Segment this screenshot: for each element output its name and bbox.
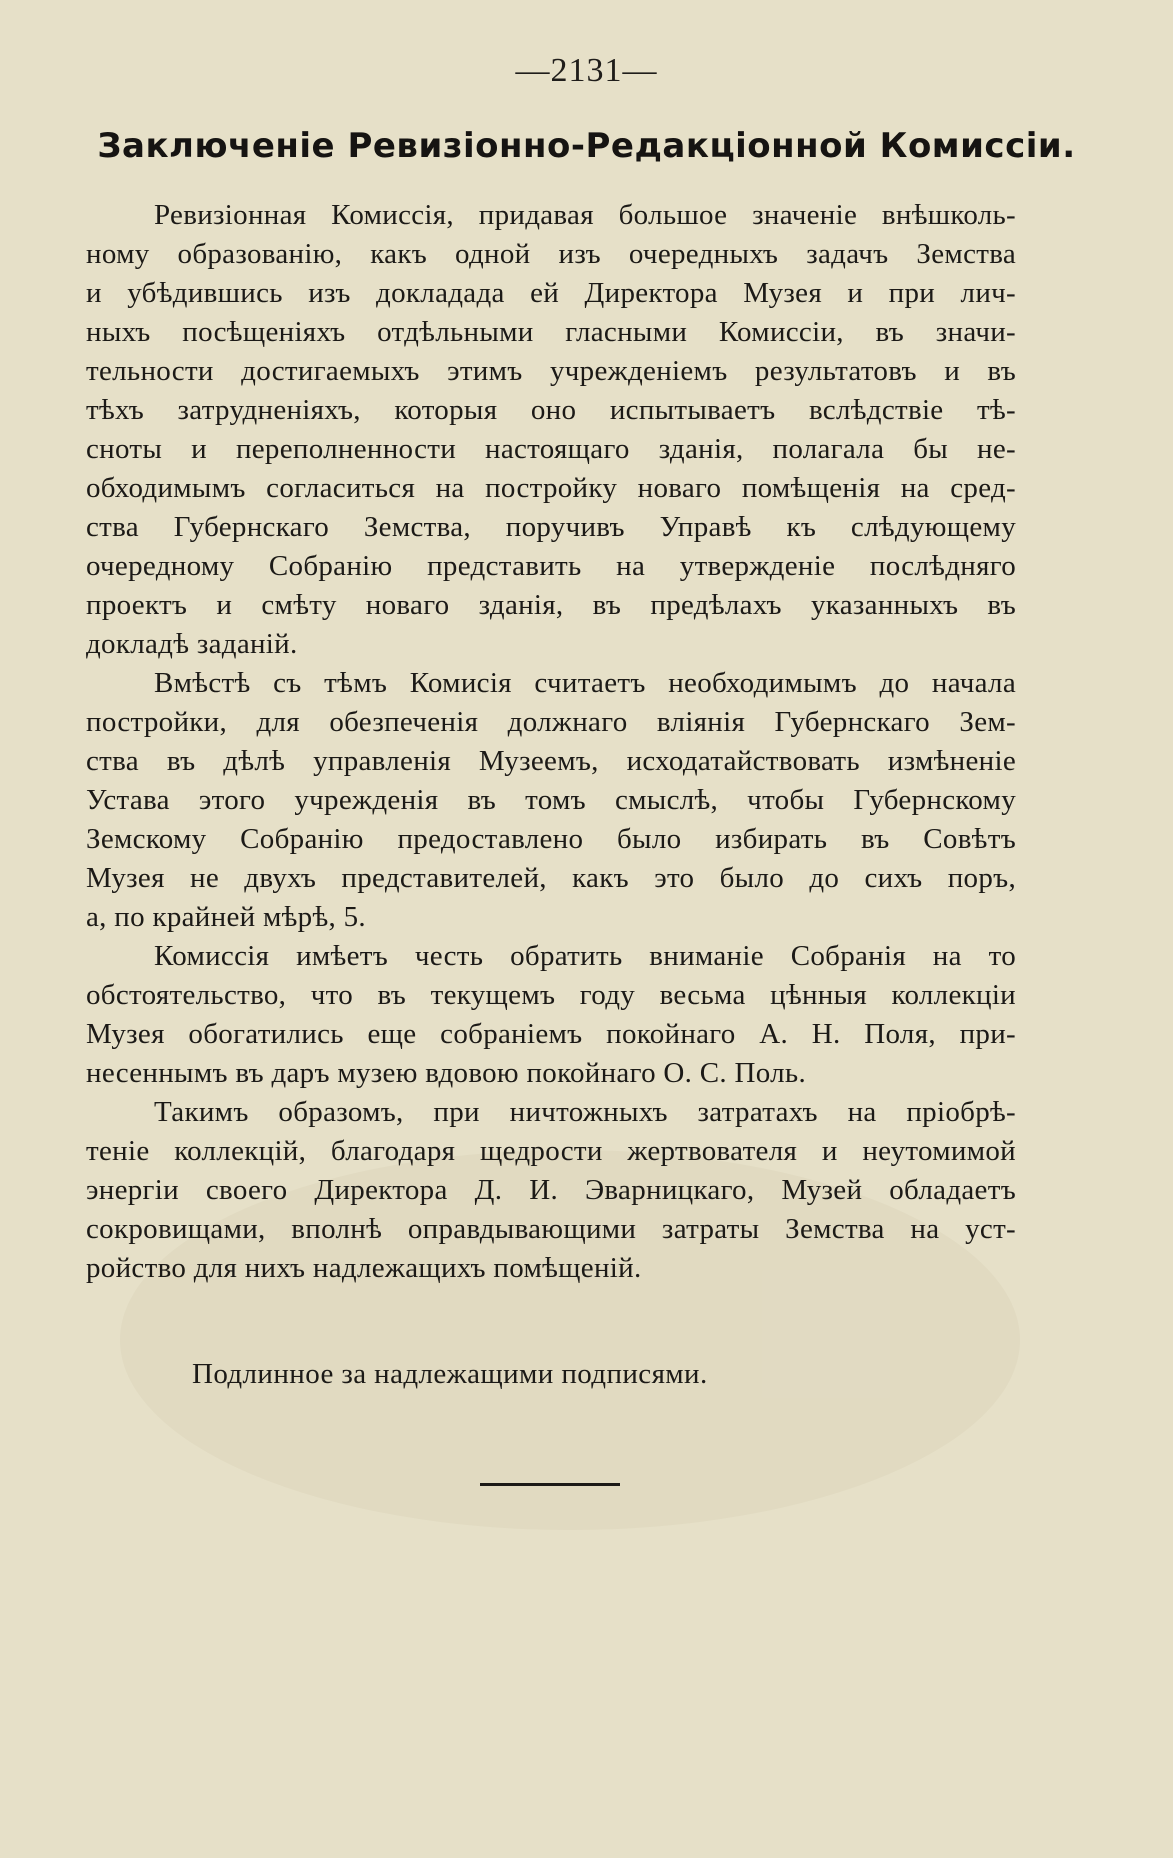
text-line: обходимымъ согласиться на постройку новаго помѣщенія на сред-: [86, 472, 1016, 504]
paragraph: [86, 937, 1016, 1093]
text-line: Устава этого учрежденія въ томъ смыслѣ, чтобы Губернскому: [86, 784, 1016, 816]
text-line: несеннымъ въ даръ музею вдовою покойнаго О. С. Поль.: [86, 1057, 807, 1089]
text-line: тельности достигаемыхъ этимъ учрежденіемъ результатовъ и въ: [86, 355, 1016, 387]
text-line: проектъ и смѣту новаго зданія, въ предѣлахъ указанныхъ въ: [86, 589, 1016, 621]
text-line: Вмѣстѣ съ тѣмъ Комисія считаетъ необходимымъ до начала: [154, 667, 1016, 699]
text-line: Комиссія имѣетъ честь обратить вниманіе Собранія на то: [154, 940, 1016, 972]
paragraph: [86, 664, 1016, 937]
text-line: и убѣдившись изъ докладада ей Директора Музея и при лич-: [86, 277, 1016, 309]
text-line: очередному Собранію представить на утвержденіе послѣдняго: [86, 550, 1016, 582]
text-line: сокровищами, вполнѣ оправдывающими затраты Земства на уст-: [86, 1213, 1016, 1245]
text-line: постройки, для обезпеченія должнаго вліянія Губернскаго Зем-: [86, 706, 1016, 738]
text-line: ныхъ посѣщеніяхъ отдѣльными гласными Комиссіи, въ значи-: [86, 316, 1016, 348]
paragraph: [86, 196, 1016, 664]
text-line: сноты и переполненности настоящаго зданія, полагала бы не-: [86, 433, 1016, 465]
text-line: Земскому Собранію предоставлено было избирать въ Совѣтъ: [86, 823, 1016, 855]
text-line: тѣхъ затрудненіяхъ, которыя оно испытываетъ вслѣдствіе тѣ-: [86, 394, 1016, 426]
end-rule: [480, 1483, 620, 1486]
signature-note: Подлинное за надлежащими подписями.: [192, 1358, 708, 1390]
text-line: ства Губернскаго Земства, поручивъ Управѣ къ слѣдующему: [86, 511, 1016, 543]
document-body: [86, 196, 1016, 1288]
text-line: ройство для нихъ надлежащихъ помѣщеній.: [86, 1252, 642, 1284]
text-line: энергіи своего Директора Д. И. Эварницкаго, Музей обладаетъ: [86, 1174, 1016, 1206]
document-title: Заключеніе Ревизіонно-Редакціонной Комиссіи.: [97, 126, 1076, 166]
page-number: —2131—: [515, 52, 658, 89]
text-line: обстоятельство, что въ текущемъ году весьма цѣнныя коллекціи: [86, 979, 1016, 1011]
text-line: а, по крайней мѣрѣ, 5.: [86, 901, 366, 933]
text-line: докладѣ заданій.: [86, 628, 298, 660]
text-line: Такимъ образомъ, при ничтожныхъ затратахъ на пріобрѣ-: [154, 1096, 1016, 1128]
text-line: Музея не двухъ представителей, какъ это было до сихъ поръ,: [86, 862, 1016, 894]
paragraph: [86, 1093, 1016, 1288]
text-line: ства въ дѣлѣ управленія Музеемъ, исходатайствовать измѣненіе: [86, 745, 1016, 777]
text-line: Музея обогатились еще собраніемъ покойнаго А. Н. Поля, при-: [86, 1018, 1016, 1050]
text-line: теніе коллекцій, благодаря щедрости жертвователя и неутомимой: [86, 1135, 1016, 1167]
text-line: ному образованію, какъ одной изъ очередныхъ задачъ Земства: [86, 238, 1016, 270]
text-line: Ревизіонная Комиссія, придавая большое значеніе внѣшколь-: [154, 199, 1016, 231]
